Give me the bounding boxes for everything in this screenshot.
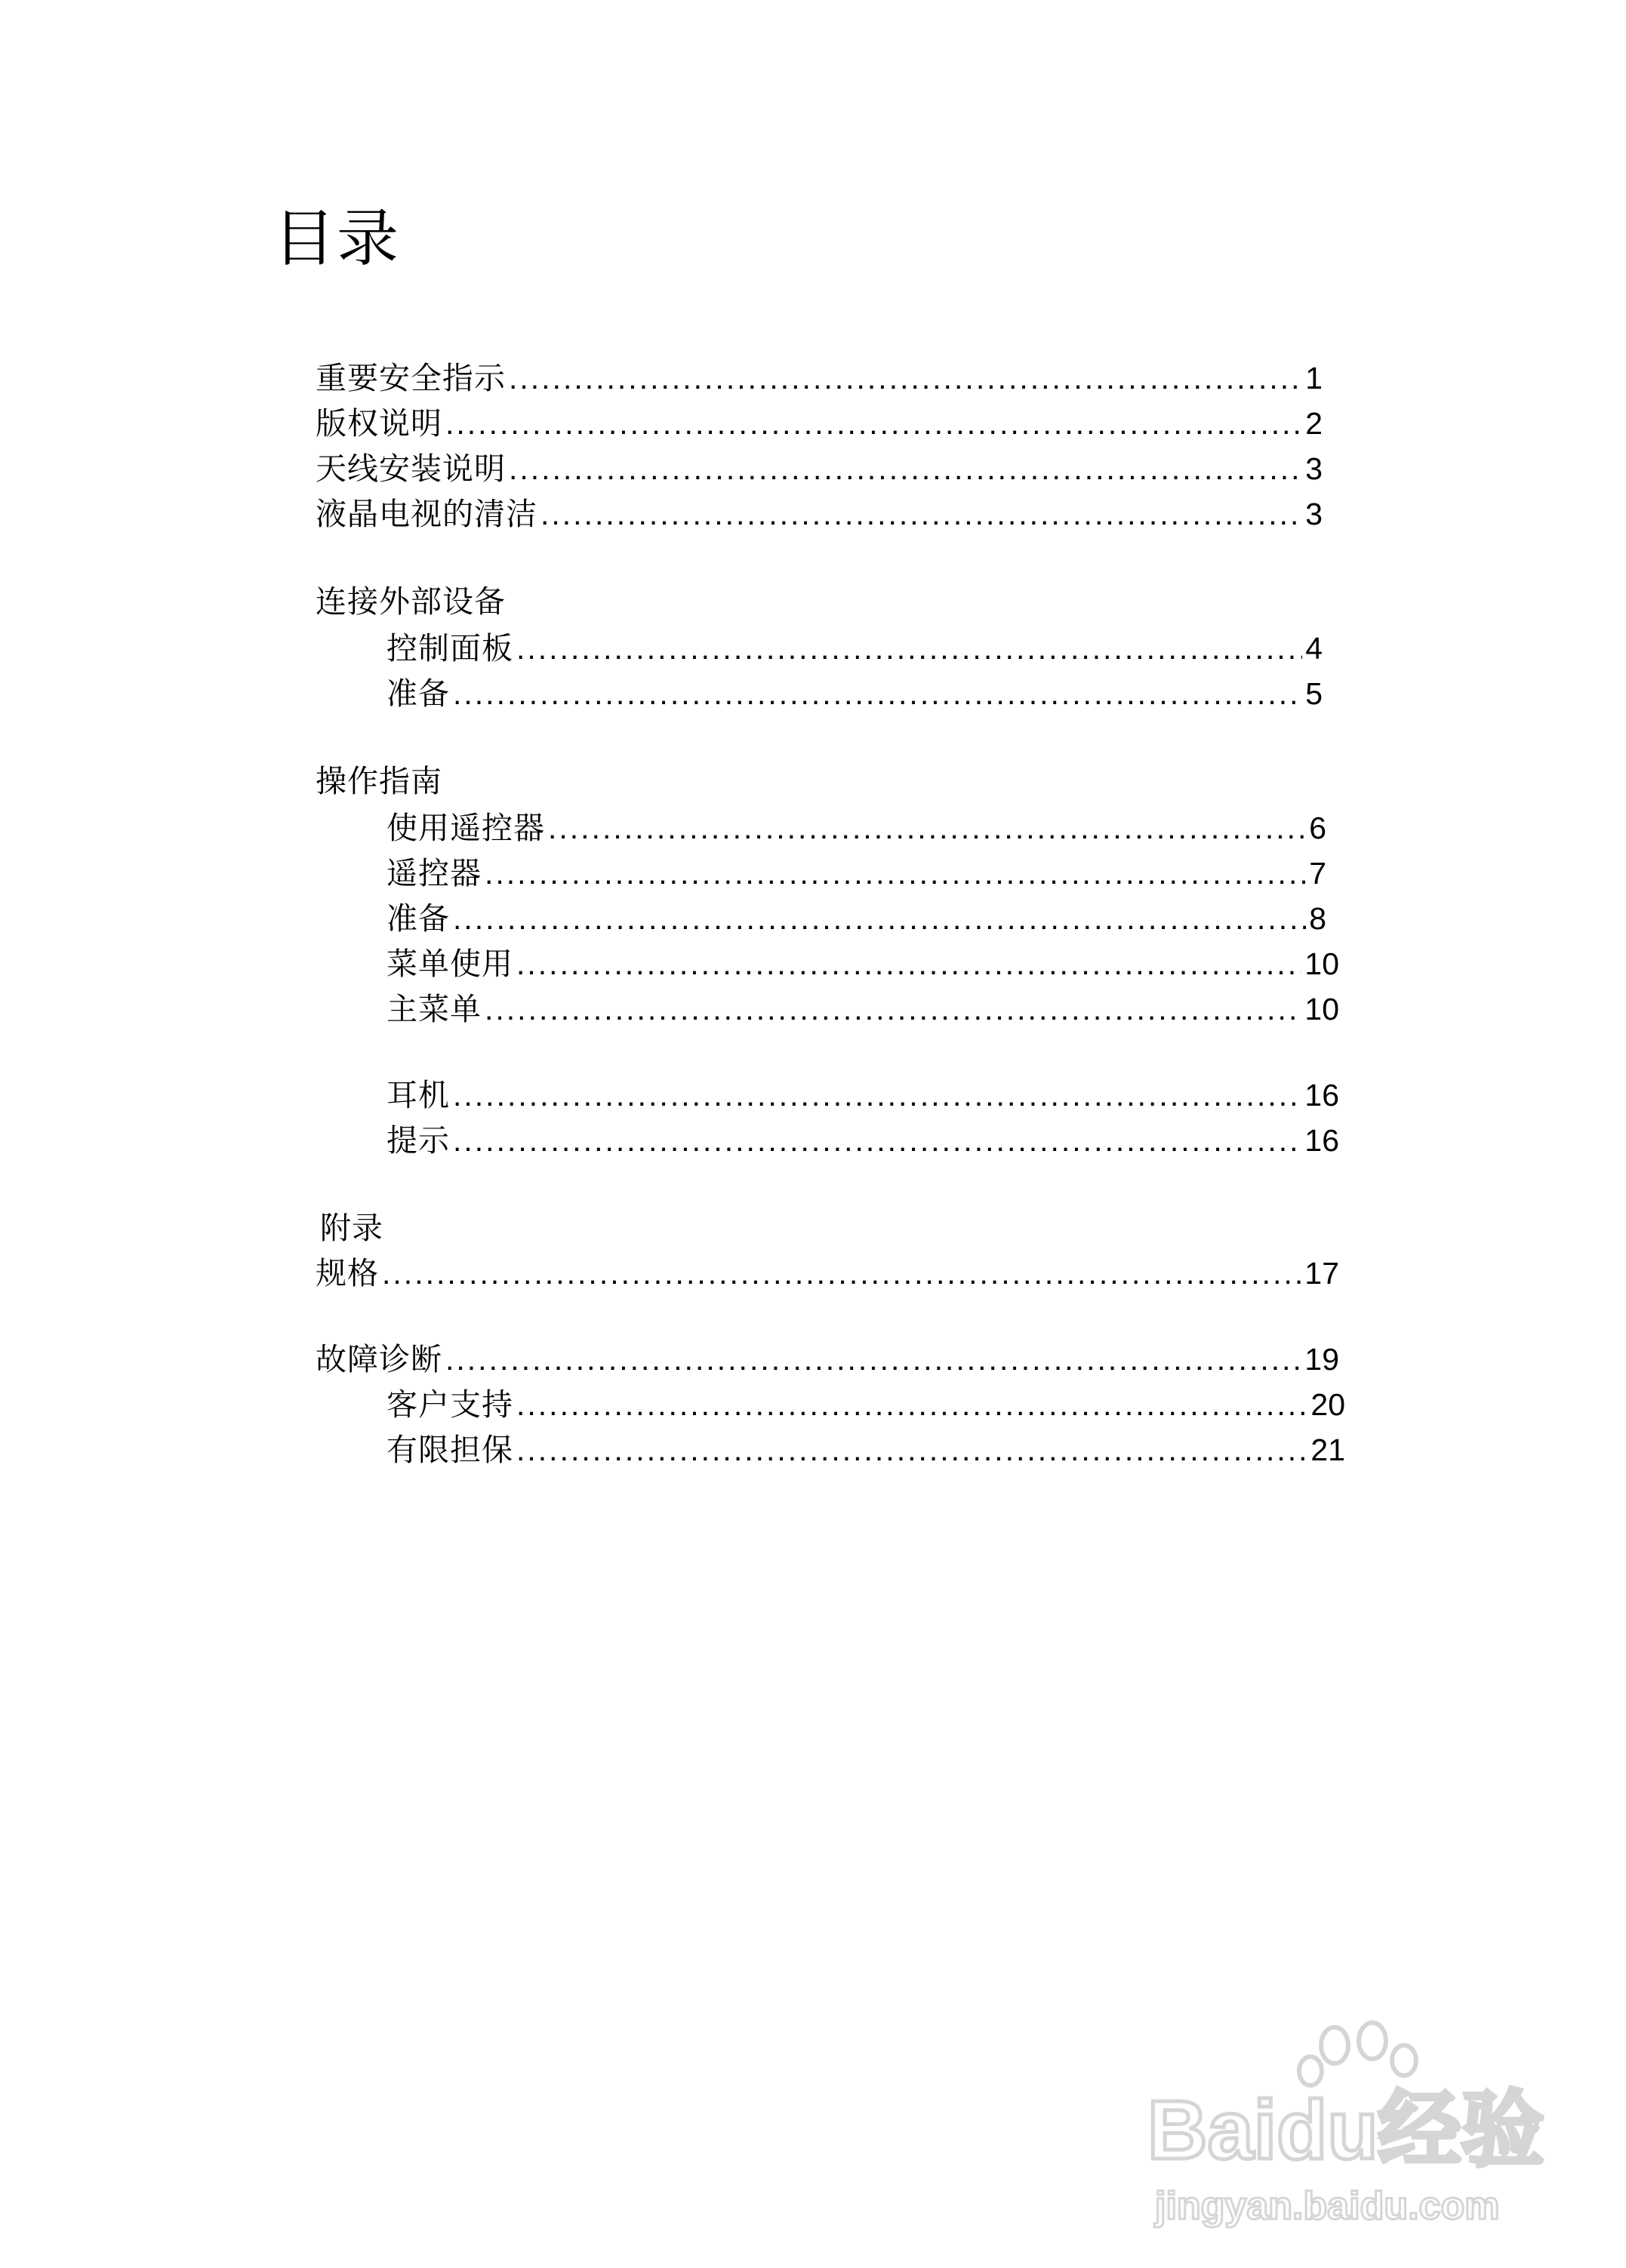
toc-entry-specs[interactable]: [316, 1251, 1339, 1296]
toc-leader-dots: [540, 491, 1302, 537]
toc-entry-label: 准备: [386, 675, 450, 712]
toc-entry-page: 2: [1305, 406, 1323, 441]
toc-entry-label: 重要安全指示: [316, 360, 506, 396]
toc-leader-dots: [516, 941, 1301, 986]
toc-entry-page: 20: [1310, 1387, 1345, 1422]
toc-entry-label: 天线安装说明: [316, 451, 506, 487]
paw-logo-icon: [1132, 2008, 1555, 2234]
toc-leader-dots: [453, 896, 1306, 941]
toc-leader-dots: [485, 986, 1301, 1032]
toc-entry-page: 7: [1309, 856, 1326, 891]
toc-leader-dots: [516, 1427, 1307, 1473]
toc-leader-dots: [516, 626, 1302, 671]
toc-entry-page: 1: [1305, 361, 1323, 395]
toc-entry-preparation-2[interactable]: [386, 896, 1326, 941]
toc-leader-dots: [453, 671, 1302, 716]
toc-entry-page: 8: [1309, 901, 1326, 936]
watermark-brand: Baidu经验: [1147, 2084, 1544, 2177]
toc-entry-label: 有限担保: [386, 1432, 513, 1468]
toc-entry-label: 规格: [316, 1255, 379, 1291]
toc-leader-dots: [485, 851, 1306, 896]
toc-entry-page: 4: [1305, 631, 1323, 666]
toc-leader-dots: [509, 355, 1302, 401]
toc-entry-label: 遥控器: [386, 855, 482, 891]
toc-entry-remote[interactable]: [386, 851, 1326, 896]
toc-entry-label: 使用遥控器: [386, 810, 545, 846]
toc-entry-warranty[interactable]: [386, 1427, 1345, 1473]
toc-entry-label: 版权说明: [316, 405, 442, 442]
toc-leader-dots: [453, 1118, 1301, 1163]
section-heading-connect: 连接外部设备: [316, 583, 506, 620]
toc-entry-page: 3: [1305, 451, 1323, 486]
section-heading-operation: 操作指南: [316, 763, 442, 799]
toc-entry-menu-use[interactable]: [386, 941, 1339, 986]
toc-entry-page: 16: [1304, 1078, 1339, 1112]
toc-entry-label: 准备: [386, 900, 450, 937]
toc-entry-label: 菜单使用: [386, 946, 513, 982]
toc-leader-dots: [445, 401, 1302, 446]
toc-entry-page: 19: [1304, 1342, 1339, 1377]
toc-entry-using-remote[interactable]: [386, 805, 1326, 851]
toc-entry-label: 控制面板: [386, 630, 513, 666]
section-heading-appendix: 附录: [320, 1210, 383, 1246]
toc-entry-label: 客户支持: [386, 1386, 513, 1423]
watermark-url: jingyan.baidu.com: [1155, 2184, 1500, 2228]
toc-entry-antenna[interactable]: [316, 446, 1323, 491]
toc-entry-page: 10: [1304, 946, 1339, 981]
toc-leader-dots: [445, 1337, 1301, 1382]
toc-entry-label: 主菜单: [386, 991, 482, 1027]
toc-entry-label: 液晶电视的清洁: [316, 496, 537, 532]
toc-entry-copyright[interactable]: [316, 401, 1323, 446]
page-title: 目录: [273, 203, 401, 275]
toc-entry-page: 5: [1305, 676, 1323, 711]
toc-entry-tips[interactable]: [386, 1118, 1339, 1163]
toc-entry-page: 10: [1304, 992, 1339, 1026]
toc-entry-safety[interactable]: [316, 355, 1323, 401]
toc-entry-troubleshooting[interactable]: [316, 1337, 1339, 1382]
toc-leader-dots: [548, 805, 1306, 851]
toc-entry-cleaning[interactable]: [316, 491, 1323, 537]
toc-entry-headphones[interactable]: [386, 1072, 1339, 1118]
toc-entry-page: 21: [1310, 1433, 1345, 1467]
toc-entry-label: 故障诊断: [316, 1341, 442, 1377]
toc-leader-dots: [382, 1251, 1301, 1296]
toc-entry-label: 耳机: [386, 1077, 450, 1113]
toc-entry-label: 提示: [386, 1122, 450, 1159]
toc-entry-page: 3: [1305, 497, 1323, 531]
toc-entry-control-panel[interactable]: [386, 626, 1323, 671]
toc-entry-main-menu[interactable]: [386, 986, 1339, 1032]
toc-entry-page: 6: [1309, 811, 1326, 845]
toc-entry-page: 17: [1304, 1256, 1339, 1291]
toc-entry-preparation[interactable]: [386, 671, 1323, 716]
toc-leader-dots: [516, 1382, 1307, 1427]
toc-leader-dots: [453, 1072, 1301, 1118]
baidu-watermark: [1132, 2008, 1555, 2234]
toc-leader-dots: [509, 446, 1302, 491]
toc-entry-support[interactable]: [386, 1382, 1345, 1427]
toc-entry-page: 16: [1304, 1123, 1339, 1158]
